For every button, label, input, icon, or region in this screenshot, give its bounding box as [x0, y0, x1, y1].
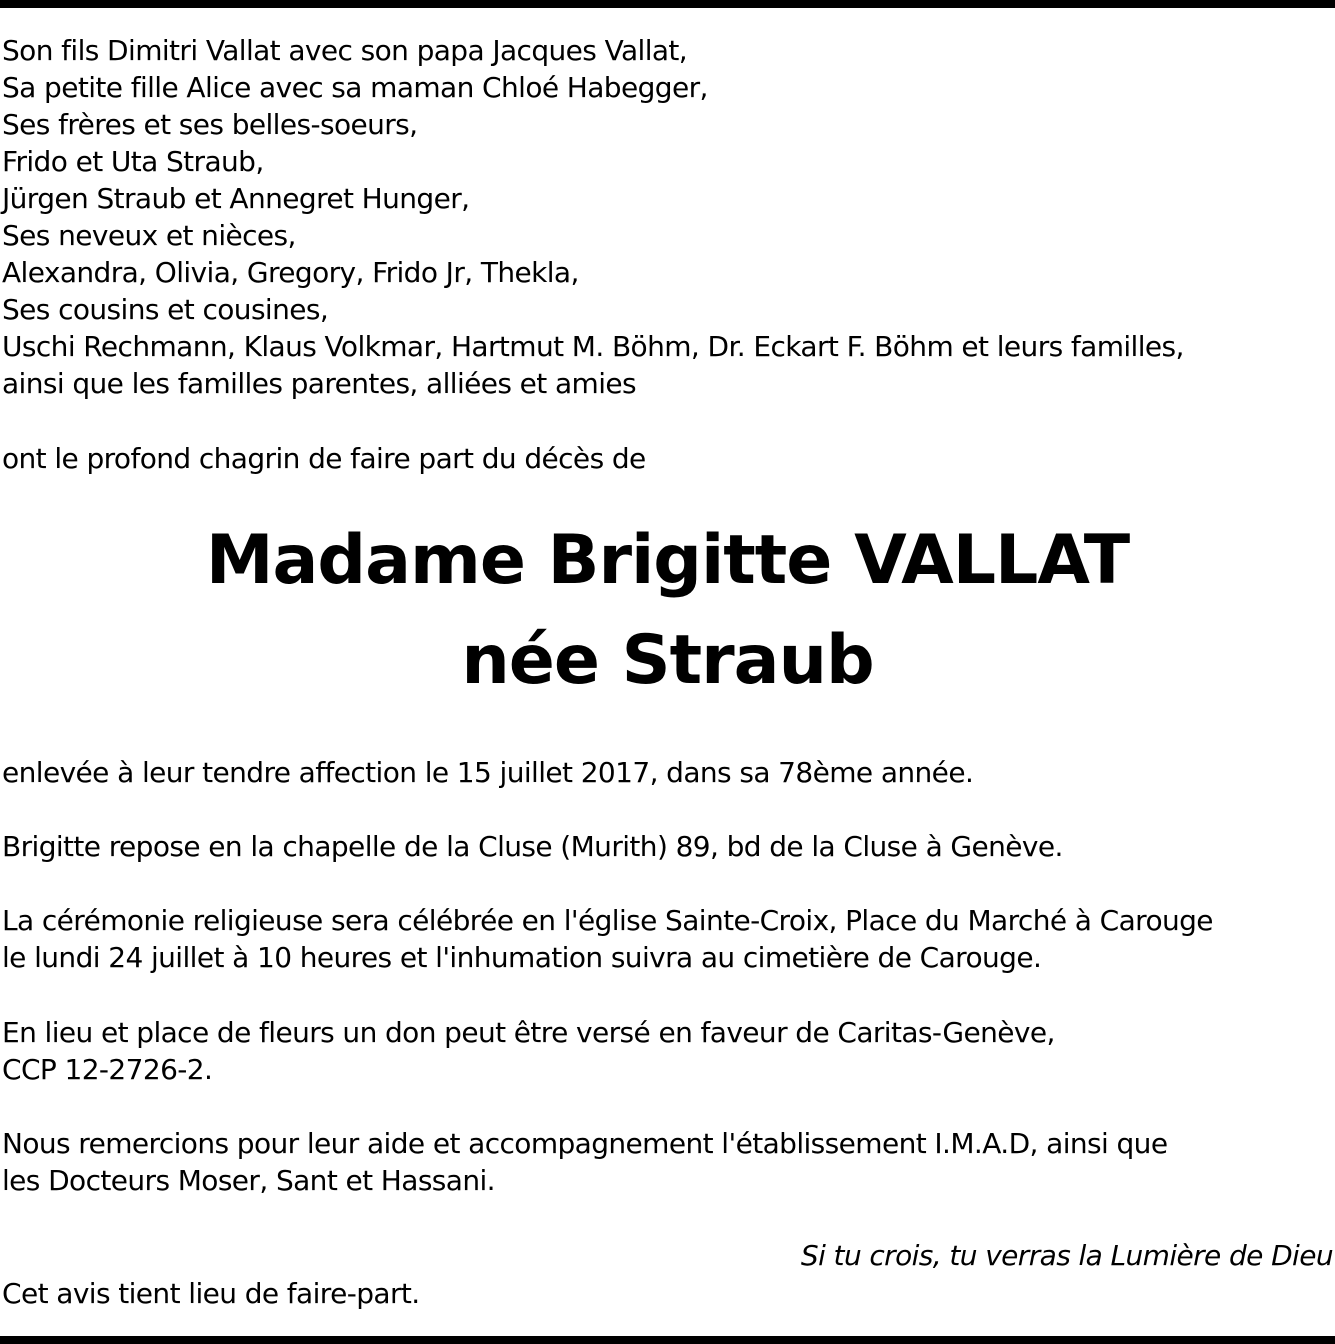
family-line-9: Uschi Rechmann, Klaus Volkmar, Hartmut M. Böhm, Dr. Eckart F. Böhm et leurs familles,: [2, 330, 1184, 363]
deceased-name: Madame Brigitte VALLAT: [205, 521, 1130, 600]
family-line-7: Alexandra, Olivia, Gregory, Frido Jr, Thekla,: [2, 256, 579, 289]
family-line-8: Ses cousins et cousines,: [2, 293, 329, 326]
thanks-line-1: Nous remercions pour leur aide et accompagnement l'établissement I.M.A.D, ainsi que: [2, 1127, 1168, 1160]
rest-place-line: Brigitte repose en la chapelle de la Cluse (Murith) 89, bd de la Cluse à Genève.: [2, 830, 1063, 863]
family-line-2: Sa petite fille Alice avec sa maman Chloé Habegger,: [2, 71, 708, 104]
family-line-3: Ses frères et ses belles-soeurs,: [2, 108, 418, 141]
bottom-border-rule: [0, 1336, 1335, 1344]
donation-line-2: CCP 12-2726-2.: [2, 1053, 213, 1086]
death-date-line: enlevée à leur tendre affection le 15 juillet 2017, dans sa 78ème année.: [2, 756, 974, 789]
top-border-rule: [0, 0, 1335, 8]
closing-notice: Cet avis tient lieu de faire-part.: [2, 1277, 420, 1310]
ceremony-line-2: le lundi 24 juillet à 10 heures et l'inhumation suivra au cimetière de Carouge.: [2, 941, 1042, 974]
announcement-text: ont le profond chagrin de faire part du décès de: [2, 442, 646, 475]
family-line-5: Jürgen Straub et Annegret Hunger,: [2, 182, 470, 215]
family-line-1: Son fils Dimitri Vallat avec son papa Jacques Vallat,: [2, 34, 688, 67]
thanks-line-2: les Docteurs Moser, Sant et Hassani.: [2, 1164, 495, 1197]
family-line-4: Frido et Uta Straub,: [2, 145, 264, 178]
donation-line-1: En lieu et place de fleurs un don peut être versé en faveur de Caritas-Genève,: [2, 1016, 1055, 1049]
deceased-maiden-name: née Straub: [461, 621, 874, 700]
family-line-10: ainsi que les familles parentes, alliées et amies: [2, 367, 637, 400]
family-line-6: Ses neveux et nièces,: [2, 219, 296, 252]
ceremony-line-1: La cérémonie religieuse sera célébrée en l'église Sainte-Croix, Place du Marché à Carouge: [2, 904, 1213, 937]
closing-quote: Si tu crois, tu verras la Lumière de Dieu: [800, 1239, 1333, 1272]
